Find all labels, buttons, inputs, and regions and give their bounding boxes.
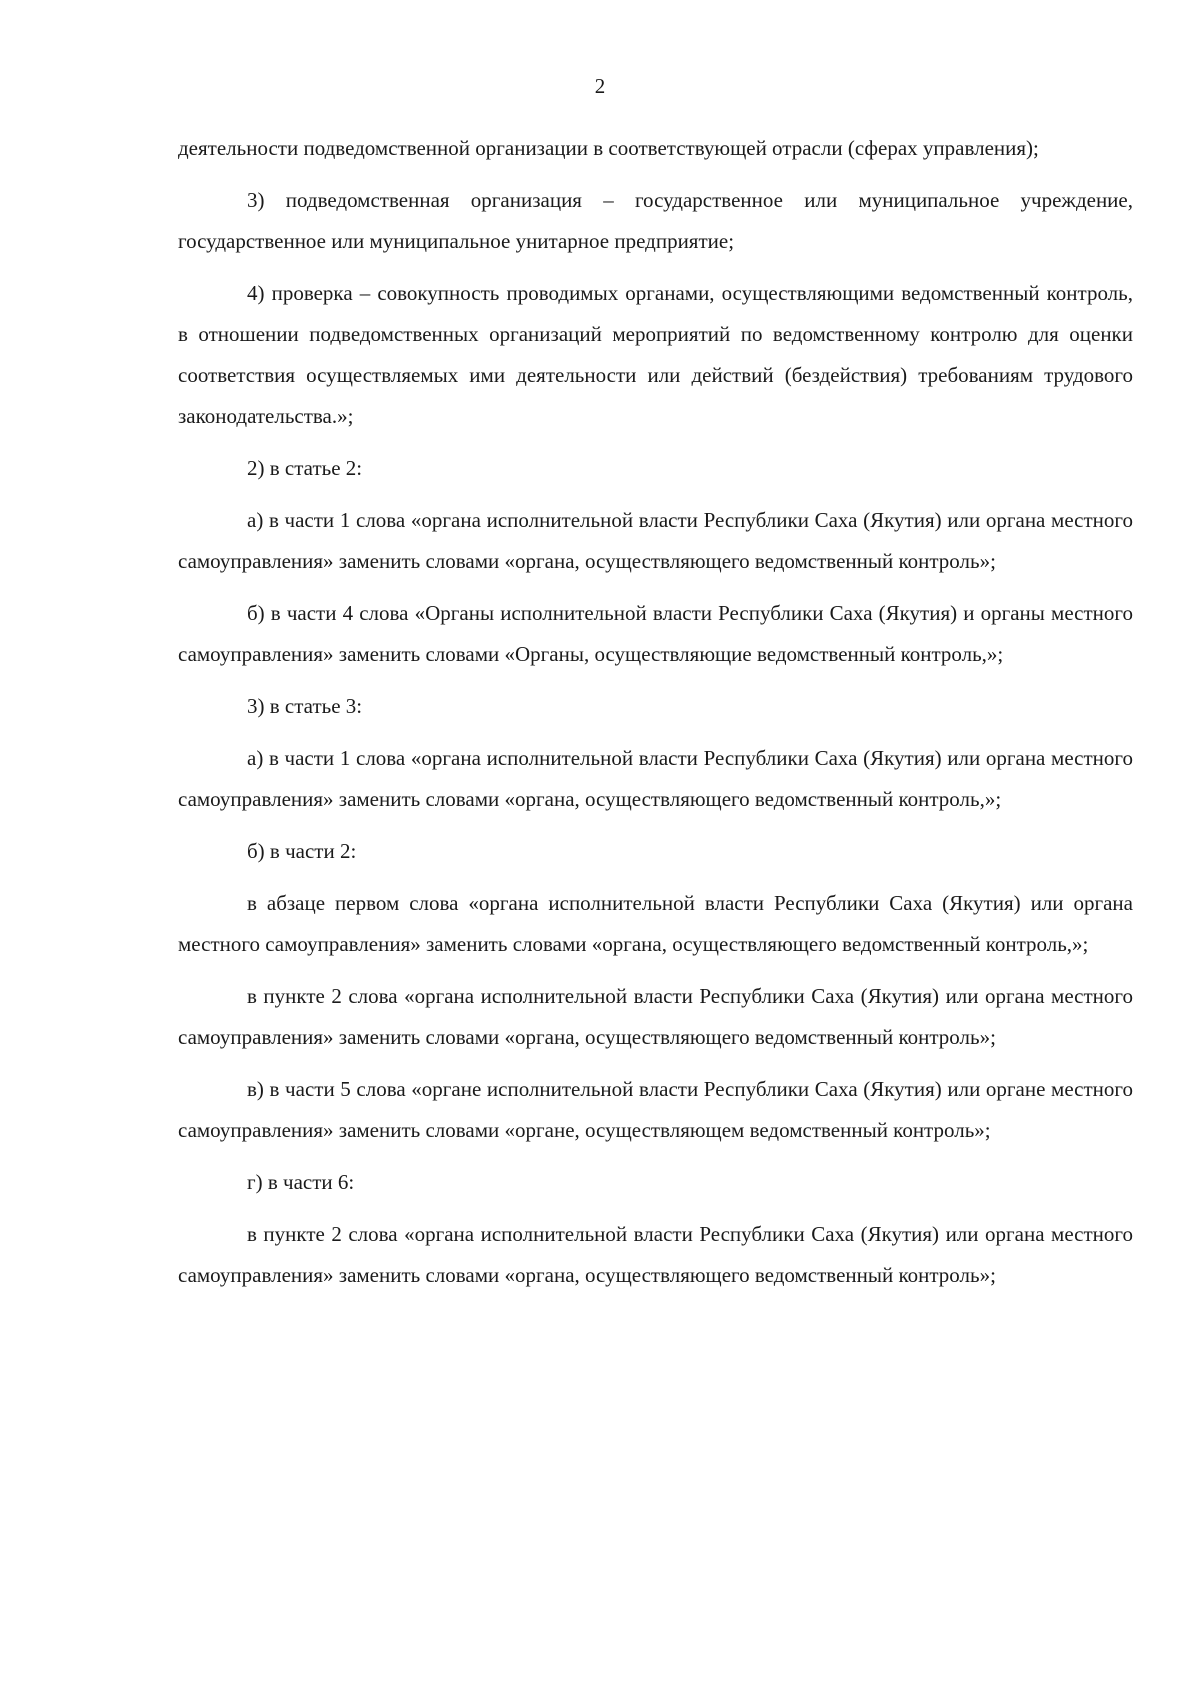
paragraph-definition-4: 4) проверка – совокупность проводимых органами, осуществляющими ведомственный контроль, в отношении подведомственных организаций мероприятий по ведомственному контролю для оценки соответствия осуществляемых ими деятельности или действий (бездействия) требованиям трудового законодательства.»; — [178, 281, 1133, 428]
paragraph-article-3-g-heading: г) в части 6: — [247, 1170, 355, 1194]
paragraph-article-3-a: а) в части 1 слова «органа исполнительной власти Республики Саха (Якутия) или органа местного самоуправления» заменить словами «органа, осуществляющего ведомственный контроль,»; — [178, 746, 1133, 811]
paragraph-article-2-a: а) в части 1 слова «органа исполнительной власти Республики Саха (Якутия) или органа местного самоуправления» заменить словами «органа, осуществляющего ведомственный контроль»; — [178, 508, 1133, 573]
page-number: 2 — [594, 74, 606, 98]
paragraph-article-3-g-item-2: в пункте 2 слова «органа исполнительной власти Республики Саха (Якутия) или органа местного самоуправления» заменить словами «органа, осуществляющего ведомственный контроль»; — [178, 1222, 1133, 1287]
paragraph-article-3-b-heading: б) в части 2: — [247, 839, 357, 863]
paragraph-article-3-b-first: в абзаце первом слова «органа исполнительной власти Республики Саха (Якутия) или органа местного самоуправления» заменить словами «органа, осуществляющего ведомственный контроль,»; — [178, 891, 1133, 956]
paragraph-article-3-heading: 3) в статье 3: — [247, 694, 363, 718]
paragraph-article-3-b-item-2: в пункте 2 слова «органа исполнительной власти Республики Саха (Якутия) или органа местного самоуправления» заменить словами «органа, осуществляющего ведомственный контроль»; — [178, 984, 1133, 1049]
paragraph-article-2-heading: 2) в статье 2: — [247, 456, 363, 480]
paragraph-definition-3: 3) подведомственная организация – государственное или муниципальное учреждение, государственное или муниципальное унитарное предприятие; — [178, 188, 1133, 253]
paragraph-article-2-b: б) в части 4 слова «Органы исполнительной власти Республики Саха (Якутия) и органы местного самоуправления» заменить словами «Органы, осуществляющие ведомственный контроль,»; — [178, 601, 1133, 666]
document-body — [178, 128, 1133, 1307]
paragraph-article-3-v: в) в части 5 слова «органе исполнительной власти Республики Саха (Якутия) или органе местного самоуправления» заменить словами «органе, осуществляющем ведомственный контроль»; — [178, 1077, 1133, 1142]
paragraph-continuation: деятельности подведомственной организации в соответствующей отрасли (сферах управления); — [178, 136, 1039, 160]
